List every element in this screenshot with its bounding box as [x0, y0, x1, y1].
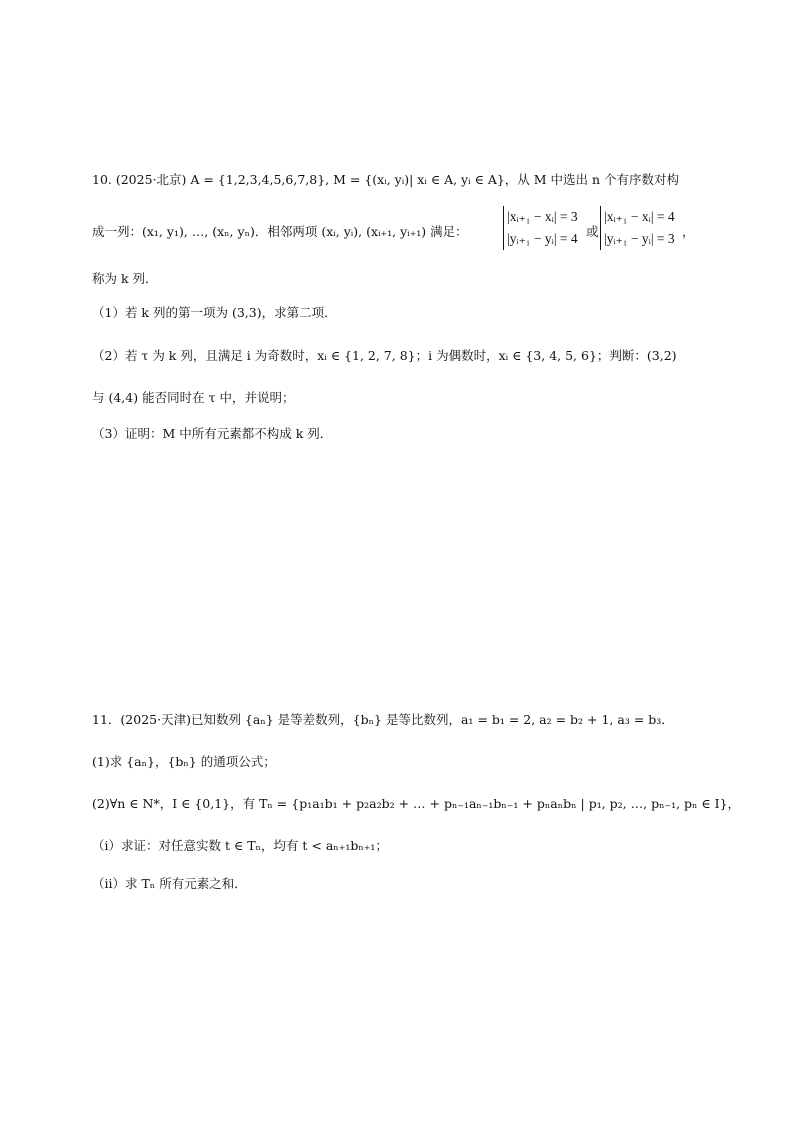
q10-condition-case-b — [600, 206, 675, 250]
q10-part2-line2: 与 (4,4) 能否同时在 τ 中，并说明； — [92, 390, 295, 405]
q11-sub-i: （i）求证：对任意实数 t ∈ Tₙ，均有 t < aₙ₊₁bₙ₊₁； — [92, 838, 388, 853]
q10-case-a-line2: |yᵢ₊₁ − yᵢ| = 4 — [503, 228, 578, 250]
q11-sub-ii: （ii）求 Tₙ 所有元素之和． — [92, 876, 247, 891]
q10-stem-line2 — [92, 222, 468, 240]
q10-or-word: 或 — [586, 224, 599, 239]
q10-case-b-line2: |yᵢ₊₁ − yᵢ| = 3 — [600, 228, 675, 250]
q10-part1: （1）若 k 列的第一项为 (3,3)，求第二项． — [92, 305, 337, 320]
q11-part2: (2)∀n ∈ N*，I ∈ {0,1}，有 Tₙ = {p₁a₁b₁ + p₂a₂b₂ + … + pₙ₋₁aₙ₋₁bₙ₋₁ + pₙaₙbₙ | p₁, p₂, …, pₙ₋₁, pₙ ∈ I}， — [92, 796, 741, 811]
q11-part1: (1)求 {aₙ}，{bₙ} 的通项公式； — [92, 754, 276, 769]
q10-case-b-line1: |xᵢ₊₁ − xᵢ| = 4 — [600, 206, 675, 228]
q10-part2-line1: （2）若 τ 为 k 列，且满足 i 为奇数时，xᵢ ∈ {1, 2, 7, 8}；i 为偶数时，xᵢ ∈ {3, 4, 5, 6}；判断：(3,2) — [92, 348, 677, 363]
q10-part3: （3）证明：M 中所有元素都不构成 k 列． — [92, 426, 333, 441]
q10-stem-line2-text: 成一列：(x₁, y₁), …, (xₙ, yₙ)．相邻两项 (xᵢ, yᵢ), (xᵢ₊₁, yᵢ₊₁) 满足： — [92, 224, 468, 239]
q10-stem-line3: 称为 k 列． — [92, 271, 158, 286]
q10-line2-end: ， — [682, 224, 695, 239]
q10-case-a-line1: |xᵢ₊₁ − xᵢ| = 3 — [503, 206, 578, 228]
q11-stem: 11．(2025·天津)已知数列 {aₙ} 是等差数列，{bₙ} 是等比数列，a₁ = b₁ = 2, a₂ = b₂ + 1, a₃ = b₃． — [92, 712, 674, 727]
q10-stem-line1: 10. (2025·北京) A = {1,2,3,4,5,6,7,8}, M = {(xᵢ, yᵢ)| xᵢ ∈ A, yᵢ ∈ A}，从 M 中选出 n 个有序数对构 — [92, 172, 680, 187]
q10-condition-case-a — [503, 206, 578, 250]
